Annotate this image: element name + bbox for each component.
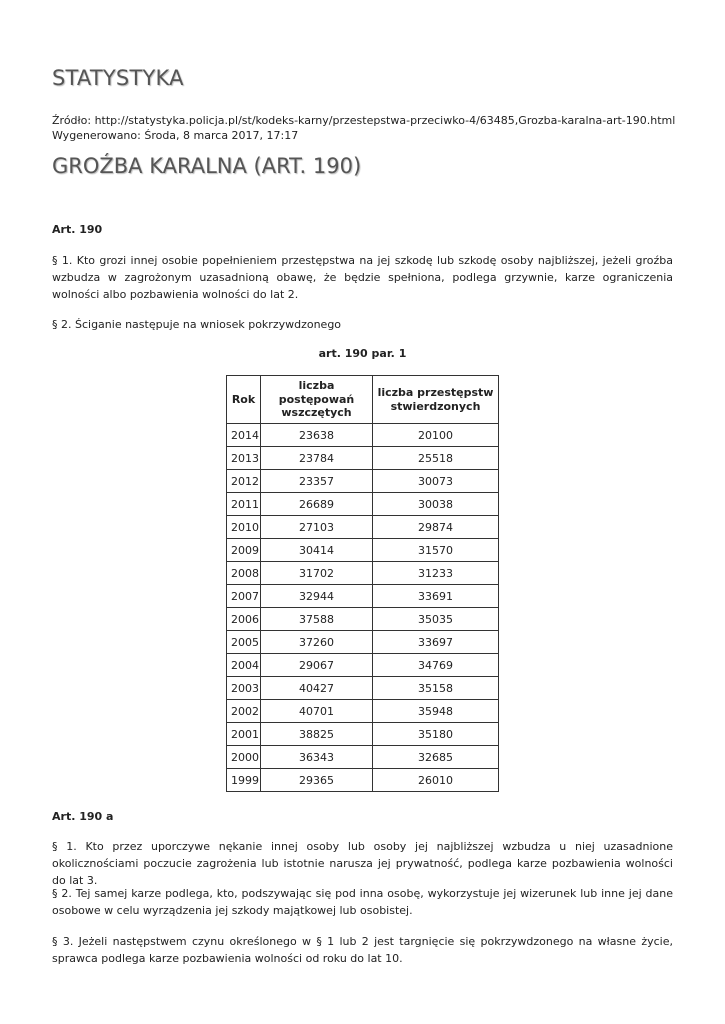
- article-190-paragraph-1: § 1. Kto grozi innej osobie popełnieniem przestępstwa na jej szkodę lub szkodę osoby najbliższej, jeżeli groźba wzbudza w zagrożonym uzasadnioną obawę, że będzie spełniona, podlega grzywnie, karze ograniczenia wolności albo pozbawienia wolności do lat 2.: [52, 254, 673, 301]
- article-190a-paragraph-1: § 1. Kto przez uporczywe nękanie innej osoby lub osoby jej najbliższej wzbudza u niej uzasadnione okolicznościami poczucie zagrożenia lub istotnie narusza jej prywatność, podlega karze pozbawienia wolności do lat 3.: [52, 840, 673, 887]
- cell-proceedings: 31702: [261, 562, 373, 585]
- cell-offences: 33697: [373, 631, 499, 654]
- cell-proceedings: 32944: [261, 585, 373, 608]
- cell-proceedings: 38825: [261, 723, 373, 746]
- cell-proceedings: 26689: [261, 493, 373, 516]
- cell-year: 2013: [227, 447, 261, 470]
- cell-offences: 26010: [373, 769, 499, 792]
- table-row: [227, 677, 499, 700]
- table-header-row: [227, 376, 499, 424]
- table-row: [227, 539, 499, 562]
- cell-proceedings: 27103: [261, 516, 373, 539]
- table-row: [227, 746, 499, 769]
- article-190-paragraph-2: § 2. Ściganie następuje na wniosek pokrzywdzonego: [52, 318, 342, 331]
- cell-proceedings: 40701: [261, 700, 373, 723]
- cell-year: 1999: [227, 769, 261, 792]
- site-brand: STATYSTYKA: [52, 66, 184, 90]
- header-offences: liczba przestępstw stwierdzonych: [373, 376, 499, 424]
- article-190a-heading: Art. 190 a: [52, 810, 114, 823]
- cell-offences: 30073: [373, 470, 499, 493]
- cell-offences: 35035: [373, 608, 499, 631]
- cell-offences: 32685: [373, 746, 499, 769]
- cell-offences: 33691: [373, 585, 499, 608]
- cell-year: 2004: [227, 654, 261, 677]
- cell-proceedings: 36343: [261, 746, 373, 769]
- cell-offences: 34769: [373, 654, 499, 677]
- table-row: [227, 631, 499, 654]
- cell-year: 2002: [227, 700, 261, 723]
- cell-offences: 20100: [373, 424, 499, 447]
- cell-year: 2003: [227, 677, 261, 700]
- table-row: [227, 585, 499, 608]
- article-190a-paragraph-2: § 2. Tej samej karze podlega, kto, podszywając się pod inna osobę, wykorzystuje jej wizerunek lub inne jej dane osobowe w celu wyrządzenia jej szkody majątkowej lub osobistej.: [52, 887, 673, 917]
- header-proceedings: liczba postępowań wszczętych: [261, 376, 373, 424]
- cell-year: 2010: [227, 516, 261, 539]
- table-row: [227, 608, 499, 631]
- cell-year: 2006: [227, 608, 261, 631]
- header-year: Rok: [227, 376, 261, 424]
- table-row: [227, 424, 499, 447]
- cell-offences: 31570: [373, 539, 499, 562]
- source-url: Źródło: http://statystyka.policja.pl/st/kodeks-karny/przestepstwa-przeciwko-4/63485,Grozba-karalna-art-190.html: [52, 114, 676, 127]
- cell-year: 2009: [227, 539, 261, 562]
- cell-offences: 35180: [373, 723, 499, 746]
- table-caption: art. 190 par. 1: [318, 347, 407, 360]
- cell-year: 2014: [227, 424, 261, 447]
- table-row: [227, 562, 499, 585]
- table-row: [227, 447, 499, 470]
- table-row: [227, 516, 499, 539]
- table-row: [227, 470, 499, 493]
- cell-offences: 35158: [373, 677, 499, 700]
- cell-proceedings: 37260: [261, 631, 373, 654]
- generated-date: Wygenerowano: Środa, 8 marca 2017, 17:17: [52, 128, 299, 142]
- cell-year: 2005: [227, 631, 261, 654]
- article-190-heading: Art. 190: [52, 223, 103, 236]
- cell-offences: 35948: [373, 700, 499, 723]
- statistics-table: [226, 375, 499, 792]
- cell-proceedings: 40427: [261, 677, 373, 700]
- cell-offences: 31233: [373, 562, 499, 585]
- cell-year: 2008: [227, 562, 261, 585]
- cell-year: 2001: [227, 723, 261, 746]
- table-row: [227, 723, 499, 746]
- cell-proceedings: 30414: [261, 539, 373, 562]
- table-row: [227, 493, 499, 516]
- table-row: [227, 769, 499, 792]
- cell-proceedings: 23638: [261, 424, 373, 447]
- cell-year: 2011: [227, 493, 261, 516]
- table-row: [227, 700, 499, 723]
- cell-proceedings: 29067: [261, 654, 373, 677]
- cell-proceedings: 23784: [261, 447, 373, 470]
- cell-year: 2000: [227, 746, 261, 769]
- cell-offences: 30038: [373, 493, 499, 516]
- page-title: GROŹBA KARALNA (ART. 190): [52, 154, 362, 178]
- table-row: [227, 654, 499, 677]
- cell-year: 2012: [227, 470, 261, 493]
- cell-proceedings: 37588: [261, 608, 373, 631]
- source-info: [52, 114, 675, 143]
- cell-offences: 25518: [373, 447, 499, 470]
- article-190a-paragraph-3: § 3. Jeżeli następstwem czynu określonego w § 1 lub 2 jest targnięcie się pokrzywdzonego na własne życie, sprawca podlega karze pozbawienia wolności od roku do lat 10.: [52, 935, 673, 965]
- cell-proceedings: 23357: [261, 470, 373, 493]
- cell-proceedings: 29365: [261, 769, 373, 792]
- table-body: [227, 424, 499, 792]
- cell-offences: 29874: [373, 516, 499, 539]
- cell-year: 2007: [227, 585, 261, 608]
